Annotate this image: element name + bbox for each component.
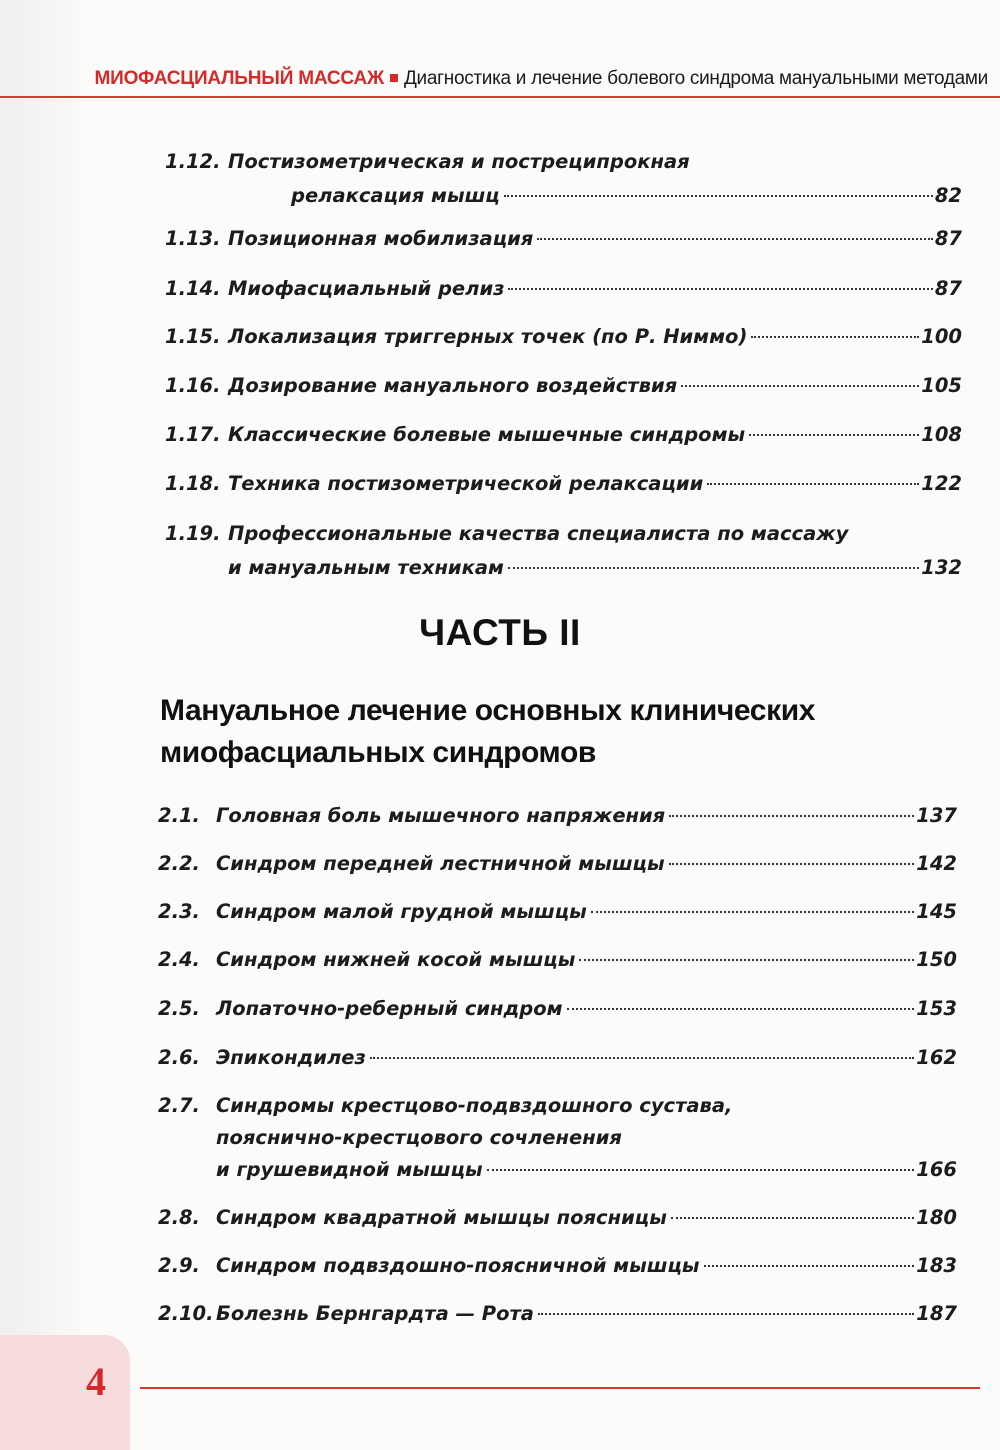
toc-entry-line xyxy=(165,222,962,256)
toc-entry-title: Классические болевые мышечные синдромы xyxy=(228,423,746,446)
toc-entry-page: 108 xyxy=(921,423,962,446)
toc-entry-line xyxy=(158,1298,957,1330)
toc-entry[interactable] xyxy=(158,1250,957,1282)
toc-entry-title: Дозирование мануального воздействия xyxy=(228,374,678,397)
toc-entry-number: 1.16. xyxy=(165,374,221,397)
toc-entry-line xyxy=(158,1250,957,1282)
header-bullet-icon xyxy=(390,74,398,82)
part-2-subtitle-line: миофасциальных синдромов xyxy=(160,736,596,769)
toc-entry-line xyxy=(158,993,957,1025)
footer-rule xyxy=(140,1387,980,1389)
toc-entry-line xyxy=(165,551,962,585)
toc-leader-dots xyxy=(751,336,919,338)
toc-entry-page: 122 xyxy=(921,472,962,495)
toc-entry[interactable] xyxy=(165,320,962,354)
toc-entry-title: Головная боль мышечного напряжения xyxy=(216,804,666,827)
toc-entry-page: 153 xyxy=(916,997,957,1020)
toc-entry-line xyxy=(158,1042,957,1074)
toc-leader-dots xyxy=(707,483,919,485)
toc-entry[interactable] xyxy=(165,272,962,306)
toc-entry-title: Постизометрическая и постреципрокная xyxy=(228,150,690,173)
toc-leader-dots xyxy=(504,195,933,197)
toc-entry[interactable] xyxy=(158,1202,957,1234)
toc-entry[interactable] xyxy=(158,1298,957,1330)
toc-entry-page: 145 xyxy=(916,900,957,923)
toc-entry-line xyxy=(165,179,962,213)
toc-leader-dots xyxy=(669,815,914,817)
toc-entry-title: Синдром квадратной мышцы поясницы xyxy=(216,1206,667,1229)
toc-leader-dots xyxy=(508,567,919,569)
toc-entry-line xyxy=(158,944,957,976)
running-header xyxy=(0,62,1000,96)
toc-entry-page: 87 xyxy=(934,227,962,250)
toc-entry-line xyxy=(158,896,957,928)
toc-entry-title: Техника постизометрической релаксации xyxy=(228,472,704,495)
toc-entry-number: 1.19. xyxy=(165,522,221,545)
toc-entry-title: Профессиональные качества специалиста по массажу xyxy=(228,522,849,545)
toc-entry-number: 1.12. xyxy=(165,150,221,173)
toc-entry-title: Эпикондилез xyxy=(216,1046,366,1069)
toc-entry-page: 82 xyxy=(934,184,962,207)
toc-entry-title: Синдром малой грудной мышцы xyxy=(216,900,587,923)
toc-entry[interactable] xyxy=(158,993,957,1025)
toc-entry-number: 2.3. xyxy=(158,900,200,923)
toc-entry-page: 100 xyxy=(921,325,962,348)
toc-entry[interactable] xyxy=(165,517,962,585)
toc-entry-line xyxy=(158,800,957,832)
toc-entry-line xyxy=(165,517,962,551)
toc-entry-title: Синдром передней лестничной мышцы xyxy=(216,852,665,875)
toc-entry-line xyxy=(158,1122,957,1154)
page-number: 4 xyxy=(86,1359,106,1404)
toc-entry-title: пояснично-крестцового сочленения xyxy=(216,1126,622,1149)
toc-entry-title: релаксация мышц xyxy=(291,184,500,207)
toc-leader-dots xyxy=(681,385,919,387)
toc-entry-page: 105 xyxy=(921,374,962,397)
toc-leader-dots xyxy=(538,1313,914,1315)
toc-entry-number: 2.5. xyxy=(158,997,200,1020)
toc-entry-number: 2.7. xyxy=(158,1094,200,1117)
toc-leader-dots xyxy=(671,1217,914,1219)
toc-leader-dots xyxy=(487,1169,915,1171)
toc-entry-page: 150 xyxy=(916,948,957,971)
toc-leader-dots xyxy=(370,1057,914,1059)
toc-entry-line xyxy=(165,369,962,403)
toc-entry-line xyxy=(165,145,962,179)
header-book-title: МИОФАСЦИАЛЬНЫЙ МАССАЖ xyxy=(94,68,384,89)
toc-entry[interactable] xyxy=(158,1042,957,1074)
toc-entry-number: 2.8. xyxy=(158,1206,200,1229)
toc-entry-page: 162 xyxy=(916,1046,957,1069)
toc-entry-number: 1.14. xyxy=(165,277,221,300)
toc-entry-title: Локализация триггерных точек (по Р. Ниммо) xyxy=(228,325,748,348)
toc-entry-page: 180 xyxy=(916,1206,957,1229)
toc-entry[interactable] xyxy=(165,145,962,213)
toc-entry-page: 132 xyxy=(921,556,962,579)
toc-entry-number: 2.9. xyxy=(158,1254,200,1277)
toc-entry-number: 1.15. xyxy=(165,325,221,348)
toc-entry-title: и грушевидной мышцы xyxy=(216,1158,483,1181)
toc-entry-line xyxy=(158,1154,957,1186)
toc-entry-page: 137 xyxy=(916,804,957,827)
toc-entry-line xyxy=(165,467,962,501)
toc-leader-dots xyxy=(508,288,932,290)
toc-entry[interactable] xyxy=(165,418,962,452)
toc-entry[interactable] xyxy=(165,467,962,501)
toc-entry-page: 142 xyxy=(916,852,957,875)
toc-entry-line xyxy=(158,848,957,880)
toc-entry-title: Лопаточно-реберный синдром xyxy=(216,997,563,1020)
page-left-shadow xyxy=(0,0,80,1450)
toc-entry-title: Синдромы крестцово-подвздошного сустава, xyxy=(216,1094,733,1117)
toc-entry[interactable] xyxy=(158,848,957,880)
toc-entry[interactable] xyxy=(158,896,957,928)
toc-leader-dots xyxy=(749,434,919,436)
part-2-heading: ЧАСТЬ II xyxy=(419,612,581,653)
toc-entry-number: 1.18. xyxy=(165,472,221,495)
toc-entry-number: 2.10. xyxy=(158,1302,214,1325)
toc-entry-line xyxy=(158,1202,957,1234)
toc-entry-page: 183 xyxy=(916,1254,957,1277)
toc-entry[interactable] xyxy=(158,800,957,832)
toc-leader-dots xyxy=(669,863,915,865)
toc-entry-number: 1.17. xyxy=(165,423,221,446)
toc-entry[interactable] xyxy=(158,944,957,976)
toc-entry[interactable] xyxy=(165,369,962,403)
toc-entry-line xyxy=(165,418,962,452)
part-2-subtitle xyxy=(160,690,920,774)
toc-entry-page: 166 xyxy=(916,1158,957,1181)
toc-entry-page: 187 xyxy=(916,1302,957,1325)
toc-entry-title: и мануальным техникам xyxy=(228,556,504,579)
toc-entry-title: Синдром нижней косой мышцы xyxy=(216,948,576,971)
toc-entry-number: 2.2. xyxy=(158,852,200,875)
toc-entry-number: 2.1. xyxy=(158,804,200,827)
toc-entry-line xyxy=(165,272,962,306)
header-book-subtitle: Диагностика и лечение болевого синдрома мануальными методами xyxy=(403,68,988,89)
toc-leader-dots xyxy=(704,1265,915,1267)
toc-leader-dots xyxy=(537,238,933,240)
toc-entry-title: Миофасциальный релиз xyxy=(228,277,505,300)
toc-leader-dots xyxy=(579,959,914,961)
toc-entry[interactable] xyxy=(158,1090,957,1186)
toc-entry-title: Позиционная мобилизация xyxy=(228,227,534,250)
toc-entry-title: Синдром подвздошно-поясничной мышцы xyxy=(216,1254,700,1277)
toc-entry-line xyxy=(165,320,962,354)
toc-entry-title: Болезнь Бернгардта — Рота xyxy=(216,1302,534,1325)
header-rule xyxy=(0,96,1000,98)
toc-entry-number: 1.13. xyxy=(165,227,221,250)
toc-entry-number: 2.6. xyxy=(158,1046,200,1069)
toc-entry[interactable] xyxy=(165,222,962,256)
toc-entry-number: 2.4. xyxy=(158,948,200,971)
part-2-subtitle-line: Мануальное лечение основных клинических xyxy=(160,694,816,727)
toc-leader-dots xyxy=(591,911,914,913)
toc-leader-dots xyxy=(567,1008,915,1010)
page-number-tab xyxy=(0,1335,130,1450)
toc-entry-line xyxy=(158,1090,957,1122)
toc-entry-page: 87 xyxy=(934,277,962,300)
